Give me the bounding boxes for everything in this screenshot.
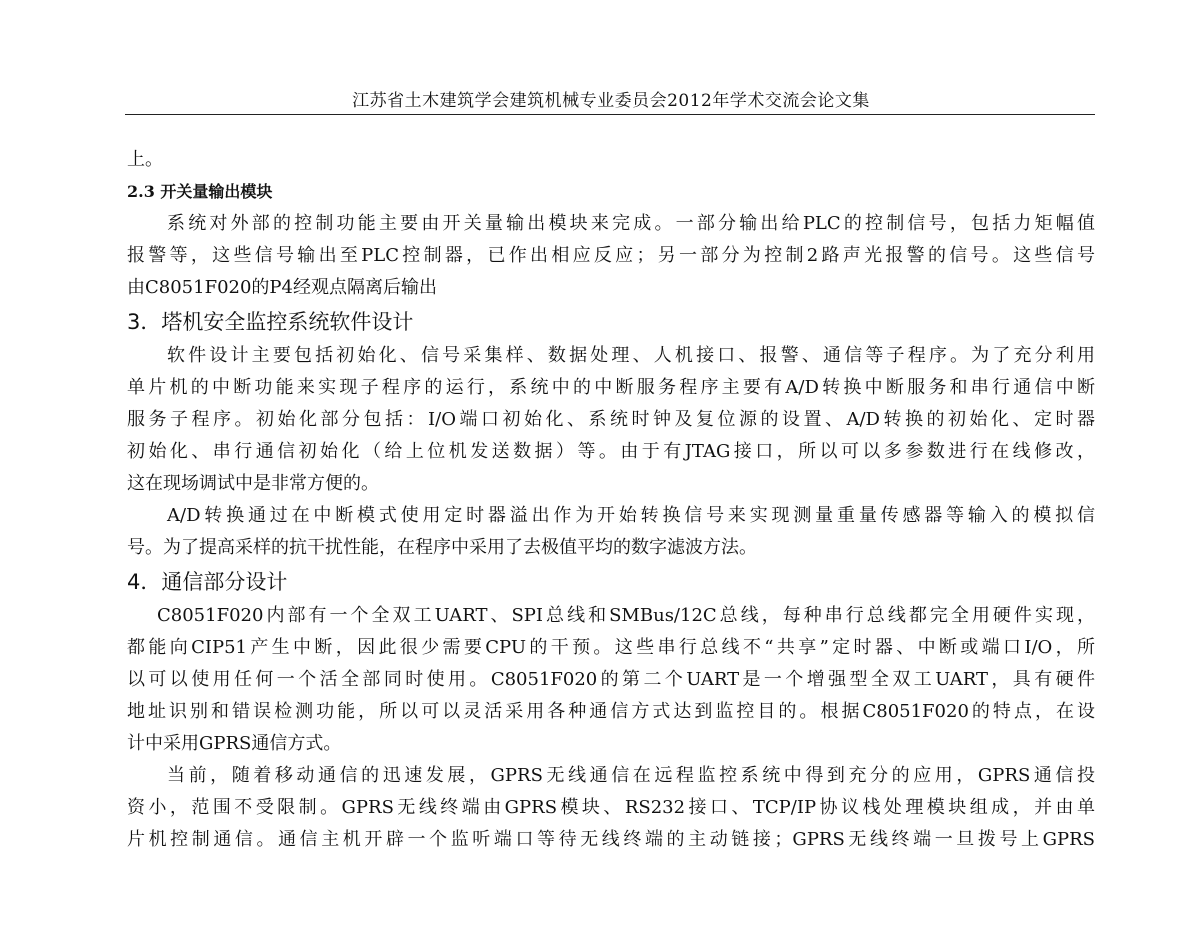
paragraph-software-design [127, 340, 1095, 500]
text-line: 以可以使用任何一个活全部同时使用。C8051F020的第二个UART是一个增强型全双工UART，具有硬件 [127, 669, 1095, 690]
text-line: 当前，随着移动通信的迅速发展，GPRS无线通信在远程监控系统中得到充分的应用，GPRS通信投 [167, 765, 1095, 786]
text-line: 片机控制通信。通信主机开辟一个监听端口等待无线终端的主动链接；GPRS无线终端一旦拨号上GPRS [127, 829, 1095, 850]
continuation-line: 上。 [127, 149, 163, 170]
header-rule [125, 114, 1095, 115]
text-line: 初始化、串行通信初始化（给上位机发送数据）等。由于有JTAG接口，所以可以多参数进行在线修改， [127, 441, 1095, 462]
text-line: 服务子程序。初始化部分包括：I/O端口初始化、系统时钟及复位源的设置、A/D转换的初始化、定时器 [127, 409, 1095, 430]
text-line: 地址识别和错误检测功能，所以可以灵活采用各种通信方式达到监控目的。根据C8051F020的特点，在设 [127, 701, 1095, 722]
subsection-heading-2-3: 2.3 开关量输出模块 [127, 182, 273, 201]
text-line: 计中采用GPRS通信方式。 [127, 733, 342, 754]
text-line: 都能向CIP51产生中断，因此很少需要CPU的干预。这些串行总线不“共享”定时器、中断或端口I/O，所 [127, 637, 1095, 658]
running-header: 江苏省土木建筑学会建筑机械专业委员会2012年学术交流会论文集 [352, 91, 870, 111]
text-line: 单片机的中断功能来实现子程序的运行，系统中的中断服务程序主要有A/D转换中断服务和串行通信中断 [127, 377, 1095, 398]
section-heading-3: 3．塔机安全监控系统软件设计 [127, 310, 414, 334]
paragraph-switch-output [127, 208, 1095, 304]
section-heading-4: 4．通信部分设计 [127, 570, 288, 594]
paragraph-gprs [127, 760, 1095, 856]
text-line: 系统对外部的控制功能主要由开关量输出模块来完成。一部分输出给PLC的控制信号，包括力矩幅值 [167, 213, 1095, 234]
text-line: A/D转换通过在中断模式使用定时器溢出作为开始转换信号来实现测量重量传感器等输入的模拟信 [167, 505, 1095, 526]
text-line: 由C8051F020的P4经观点隔离后输出 [127, 277, 437, 298]
text-line: 报警等，这些信号输出至PLC控制器，已作出相应反应；另一部分为控制2路声光报警的信号。这些信号 [127, 245, 1095, 266]
text-line: 这在现场调试中是非常方便的。 [127, 473, 379, 494]
page-body [127, 144, 1095, 856]
text-line: 号。为了提高采样的抗干扰性能，在程序中采用了去极值平均的数字滤波方法。 [127, 537, 757, 558]
paragraph-ad-conversion [127, 500, 1095, 564]
text-line: 软件设计主要包括初始化、信号采集样、数据处理、人机接口、报警、通信等子程序。为了充分利用 [167, 345, 1095, 366]
text-line: 资小，范围不受限制。GPRS无线终端由GPRS模块、RS232接口、TCP/IP协议栈处理模块组成，并由单 [127, 797, 1095, 818]
paragraph-serial-buses [127, 600, 1095, 760]
text-line: C8051F020内部有一个全双工UART、SPI总线和SMBus/12C总线，每种串行总线都完全用硬件实现， [157, 605, 1095, 626]
